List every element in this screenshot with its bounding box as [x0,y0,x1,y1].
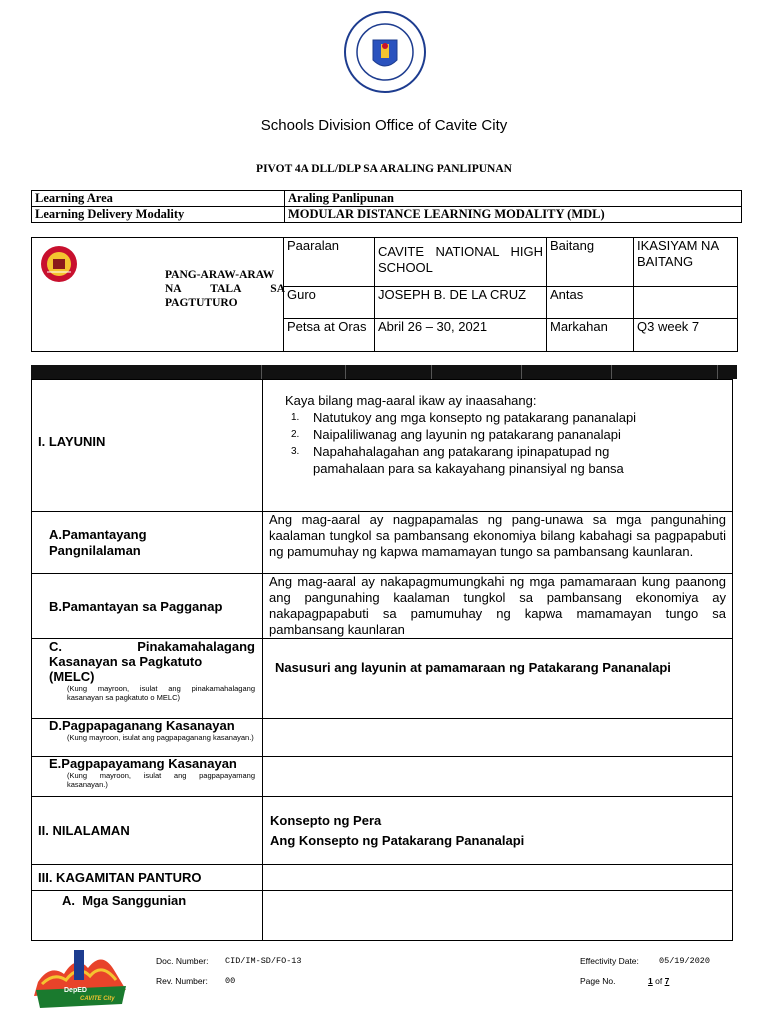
doc-number: CID/IM-SD/FO-13 [225,956,302,966]
learning-area-value: Araling Panlipunan [285,191,742,207]
list-item [285,426,729,443]
list-number: 3. [291,446,300,457]
sanggunian-content [263,891,733,941]
effectivity-label: Effectivity Date: [580,956,639,966]
kagamitan-content [263,865,733,891]
list-text: Naipaliliwanag ang layunin ng patakarang pananalapi [313,427,621,442]
kagamitan-label: III. KAGAMITAN PANTURO [32,865,263,891]
antas-label: Antas [547,287,634,319]
list-text: Napahahalagahan ang patakarang ipinapatupad ng pamahalaan para sa kakayahang pinansiyal ng bansa [313,444,624,476]
melc-label-word: Pinakamahalagang [137,639,255,654]
sanggunian-label: A. Mga Sanggunian [32,891,263,941]
pagpapayamang-note: (Kung mayroon, isulat ang pagpapayamang kasanayan.) [67,771,255,789]
paaralan-value: CAVITE NATIONAL HIGH SCHOOL [375,238,547,287]
nilalaman-line1: Konsepto ng Pera [270,812,382,828]
petsa-value: Abril 26 – 30, 2021 [375,319,547,352]
lesson-table [31,379,733,941]
melc-label [32,639,263,719]
rev-number-label: Rev. Number: [156,976,208,986]
school-title-cell [32,238,284,352]
melc-label-line1 [49,639,259,654]
list-text: Natutukoy ang mga konsepto ng patakarang pananalapi [313,410,637,425]
pagganap-text: Ang mag-aaral ay nakapagmumungkahi ng mga pamamaraan kung paanong ang pangunahing kaalaman tungkol sa pambansang ekonomiya ay nakapagpapabuti sa pamumuhay ng kapwa mamamayan tungo sa pambansang kaunlaran [263,574,733,639]
petsa-label: Petsa at Oras [284,319,375,352]
baitang-value: IKASIYAM NA BAITANG [634,238,738,287]
pamantayang-label-text: A.Pamantayang Pangnilalaman [49,526,147,558]
layunin-content [263,380,733,512]
school-logo [36,244,82,284]
layunin-intro: Kaya bilang mag-aaral ikaw ay inaasahang: [285,393,537,408]
pagpapaganang-content [263,719,733,757]
page-of: of [655,976,663,986]
page-number [648,976,669,986]
rev-number: 00 [225,976,236,986]
antas-value [634,287,738,319]
logo-text: DepED [64,987,87,994]
pagpapaganang-label-text: D.Pagpapaganang Kasanayan [49,718,235,733]
paaralan-label: Paaralan [284,238,375,287]
learning-area-label: Learning Area [32,191,285,207]
list-number: 2. [291,429,300,440]
modality-value: MODULAR DISTANCE LEARNING MODALITY (MDL) [285,207,742,223]
page-current: 1 [648,976,653,986]
melc-note: (Kung mayroon, isulat ang pinakamahalagang kasanayan sa pagkatuto o MELC) [67,684,255,702]
page-total: 7 [664,976,670,986]
doc-number-label: Doc. Number: [156,956,209,966]
pamantayang-label [32,512,263,574]
nilalaman-line2: Ang Konsepto ng Patakarang Pananalapi [270,832,525,848]
pagpapaganang-label [32,719,263,757]
pagpapayamang-content [263,757,733,797]
school-table [31,237,738,352]
modality-label: Learning Delivery Modality [32,207,285,223]
guro-label: Guro [284,287,375,319]
melc-label-c: C. [49,639,62,654]
learning-info-table [31,190,742,223]
deped-cavite-logo [30,940,132,1012]
guro-value: JOSEPH B. DE LA CRUZ [375,287,547,319]
logo-city: CAVITE City [80,996,115,1002]
baitang-label: Baitang [547,238,634,287]
melc-label-line3: (MELC) [49,669,95,684]
deped-seal [343,10,427,94]
office-name: Schools Division Office of Cavite City [260,117,508,134]
list-number: 1. [291,412,300,423]
pagpapaganang-note: (Kung mayroon, isulat ang pagpapaganang kasanayan.) [67,733,254,742]
table-header-bar [31,365,737,379]
nilalaman-label: II. NILALAMAN [32,797,263,865]
markahan-value: Q3 week 7 [634,319,738,352]
school-title: PANG-ARAW-ARAW NA TALA SA PAGTUTURO [165,269,285,309]
melc-text: Nasusuri ang layunin at pamamaraan ng Patakarang Pananalapi [263,639,733,719]
document-title: PIVOT 4A DLL/DLP SA ARALING PANLIPUNAN [256,163,512,175]
pagpapayamang-label-text: E.Pagpapayamang Kasanayan [49,756,237,771]
list-item [285,443,729,477]
pagganap-label: B.Pamantayan sa Pagganap [32,574,263,639]
list-item [285,409,729,426]
layunin-list [285,409,729,477]
markahan-label: Markahan [547,319,634,352]
page-label: Page No. [580,976,616,986]
effectivity-date: 05/19/2020 [659,956,711,966]
melc-label-line2: Kasanayan sa Pagkatuto [49,654,203,669]
layunin-label: I. LAYUNIN [32,380,263,512]
pagpapayamang-label [32,757,263,797]
nilalaman-content [263,797,733,865]
pamantayang-text: Ang mag-aaral ay nagpapamalas ng pang-unawa sa mga pangunahing kaalaman tungkol sa pambansang ekonomiya bilang kabahagi sa pagpapabuti ng pamumuhay ng kapwa mamamayan tungo sa pambansang kaunlaran. [263,512,733,574]
